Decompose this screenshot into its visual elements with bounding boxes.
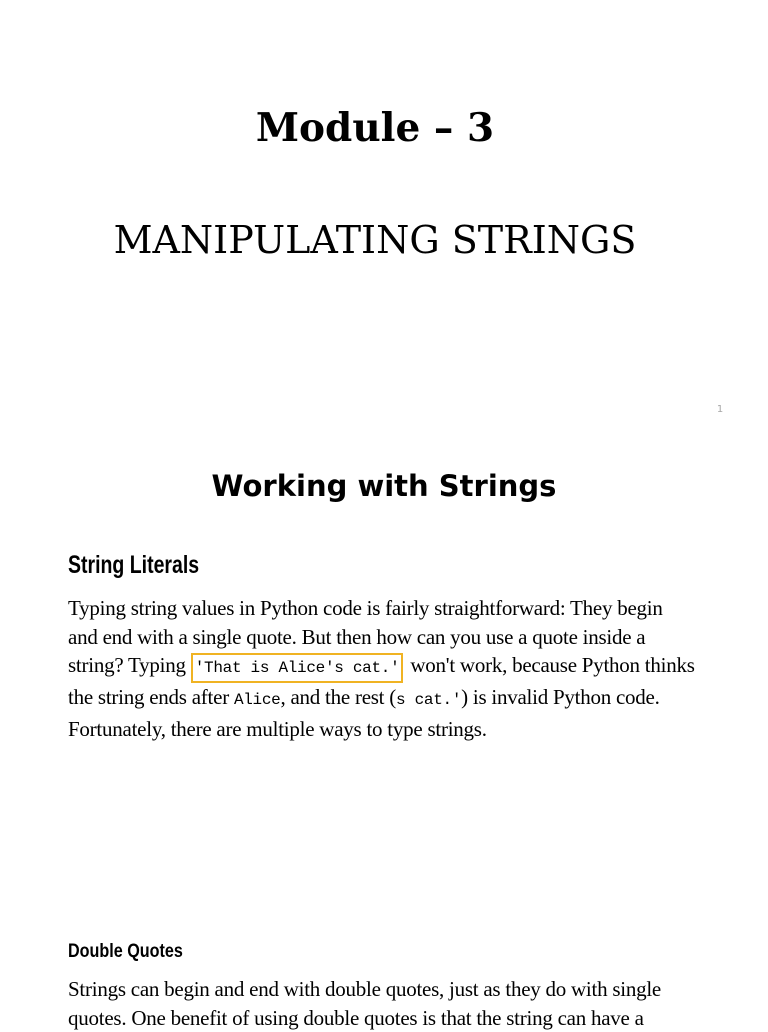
slide-title: Module – 3 xyxy=(255,105,495,151)
paragraph-text: the string ends after xyxy=(68,685,234,710)
paragraph-text: won't work, because Python thinks xyxy=(405,653,695,678)
paragraph-text: string? Typing xyxy=(68,653,191,678)
highlighted-code-snippet: 'That is Alice's cat.' xyxy=(191,653,404,683)
string-literals-paragraph xyxy=(68,594,708,744)
string-literals-heading: String Literals xyxy=(68,551,200,579)
paragraph-text: , and the rest ( xyxy=(280,685,397,710)
inline-code: Alice xyxy=(233,691,281,710)
paragraph-line xyxy=(68,683,708,715)
page-number: 1 xyxy=(716,404,724,415)
double-quotes-heading: Double Quotes xyxy=(68,941,183,962)
paragraph-line xyxy=(68,651,708,683)
paragraph-line: Strings can begin and end with double quotes, just as they do with single xyxy=(68,977,662,1001)
slide-heading: Working with Strings xyxy=(211,469,557,503)
paragraph-line: and end with a single quote. But then how can you use a quote inside a xyxy=(68,624,646,649)
paragraph-text: ) is invalid Python code. xyxy=(461,685,660,710)
paragraph-line: Fortunately, there are multiple ways to type strings. xyxy=(68,717,487,742)
double-quotes-paragraph xyxy=(68,975,708,1032)
slide-subtitle: MANIPULATING STRINGS xyxy=(113,218,637,262)
paragraph-line: quotes. One benefit of using double quotes is that the string can have a xyxy=(68,1005,644,1030)
inline-code: s cat.' xyxy=(396,691,462,710)
paragraph-line: Typing string values in Python code is fairly straightforward: They begin xyxy=(68,596,663,620)
